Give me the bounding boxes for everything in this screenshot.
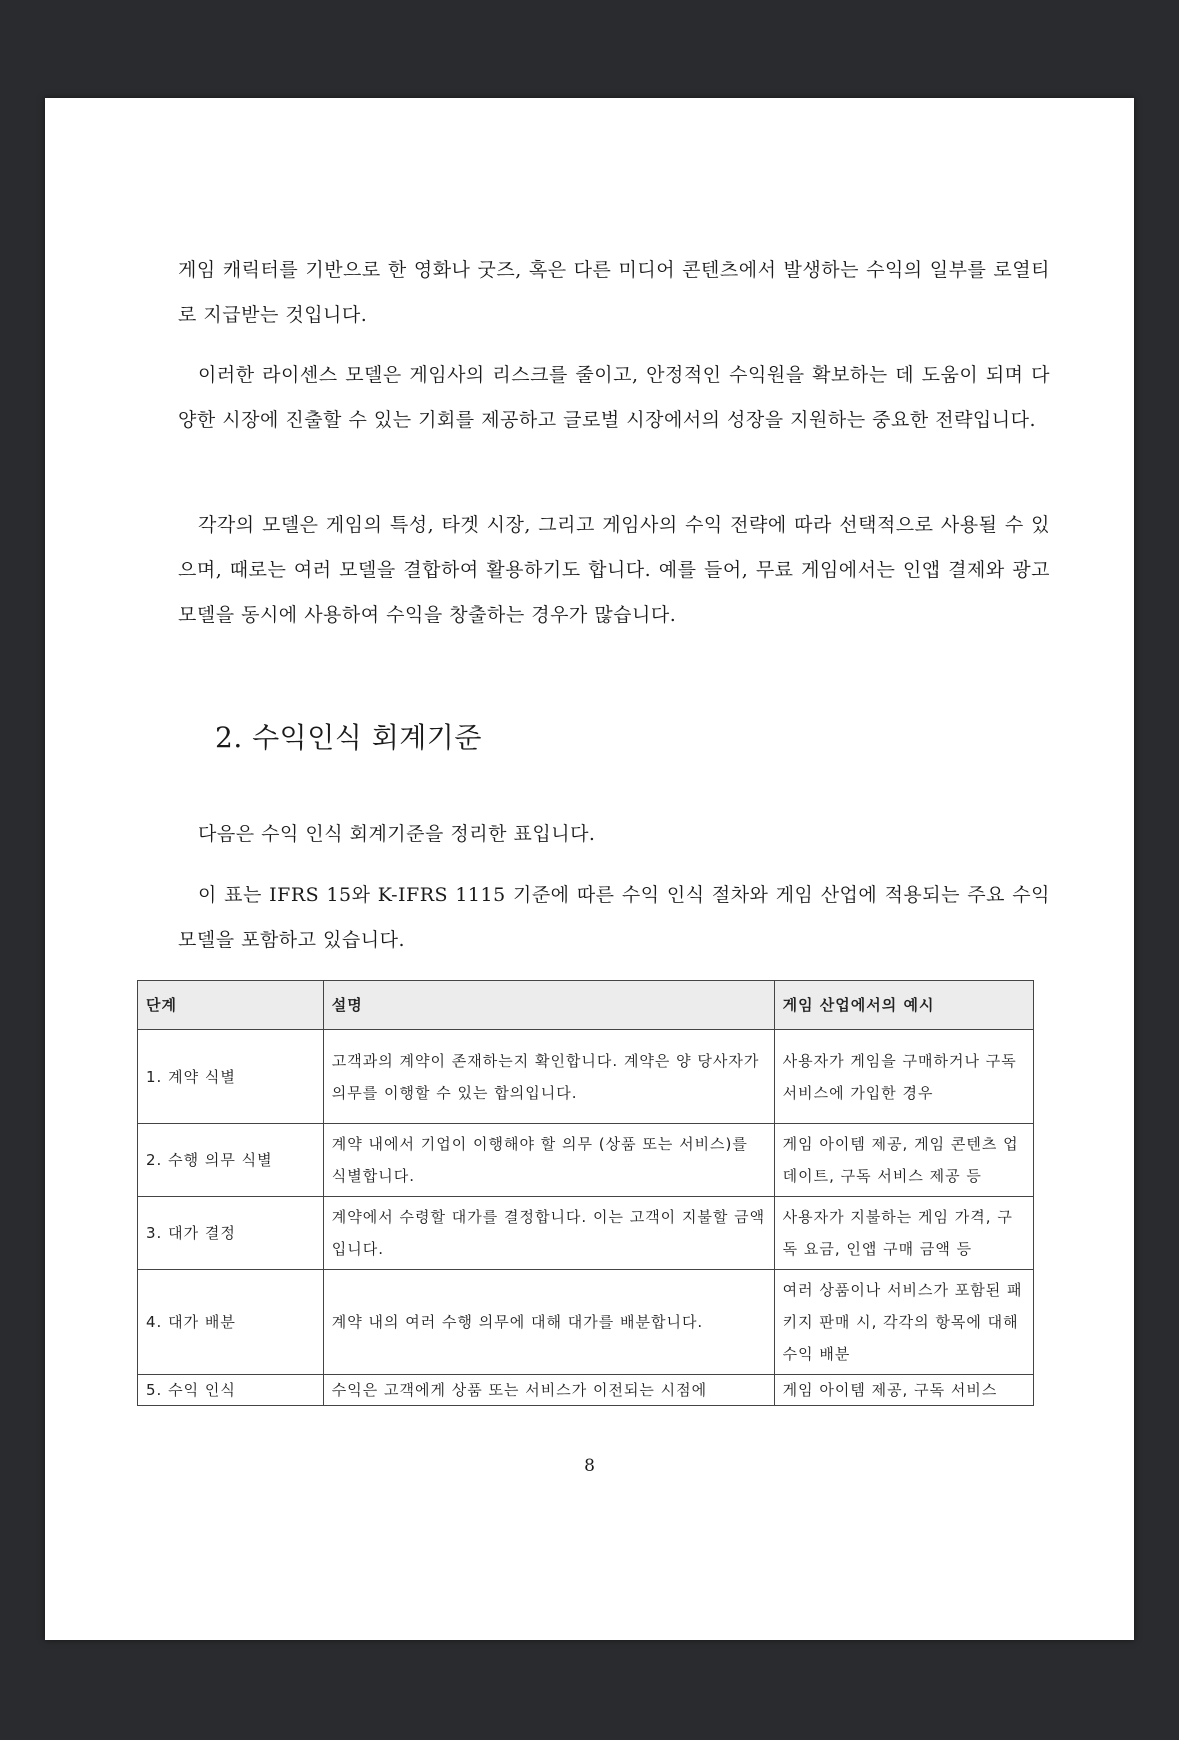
step-cell: 3. 대가 결정 xyxy=(138,1197,324,1270)
example-cell: 여러 상품이나 서비스가 포함된 패키지 판매 시, 각각의 항목에 대해 수익 배분 xyxy=(774,1270,1033,1375)
paragraph-licensing-royalty: 게임 캐릭터를 기반으로 한 영화나 굿즈, 혹은 다른 미디어 콘텐츠에서 발생하는 수익의 일부를 로열티로 지급받는 것입니다. xyxy=(178,259,1050,326)
example-cell: 게임 아이템 제공, 게임 콘텐츠 업데이트, 구독 서비스 제공 등 xyxy=(774,1124,1033,1197)
header-description: 설명 xyxy=(323,981,774,1030)
example-cell: 사용자가 지불하는 게임 가격, 구독 요금, 인앱 구매 금액 등 xyxy=(774,1197,1033,1270)
page-number: 8 xyxy=(584,1456,595,1476)
table-row xyxy=(138,1030,1034,1124)
description-cell: 계약 내의 여러 수행 의무에 대해 대가를 배분합니다. xyxy=(323,1270,774,1375)
section-heading: 2. 수익인식 회계기준 xyxy=(215,721,482,754)
step-cell: 2. 수행 의무 식별 xyxy=(138,1124,324,1197)
example-cell: 사용자가 게임을 구매하거나 구독 서비스에 가입한 경우 xyxy=(774,1030,1033,1124)
description-cell: 계약에서 수령할 대가를 결정합니다. 이는 고객이 지불할 금액입니다. xyxy=(323,1197,774,1270)
paragraph-table-description: 이 표는 IFRS 15와 K-IFRS 1115 기준에 따른 수익 인식 절차와 게임 산업에 적용되는 주요 수익 모델을 포함하고 있습니다. xyxy=(178,884,1050,951)
table-row xyxy=(138,1197,1034,1270)
paragraph-license-model: 이러한 라이센스 모델은 게임사의 리스크를 줄이고, 안정적인 수익원을 확보하는 데 도움이 되며 다양한 시장에 진출할 수 있는 기회를 제공하고 글로벌 시장에서의 성장을 지원하는 중요한 전략입니다. xyxy=(178,364,1050,431)
description-cell: 고객과의 계약이 존재하는지 확인합니다. 계약은 양 당사자가 의무를 이행할 수 있는 합의입니다. xyxy=(323,1030,774,1124)
table-row xyxy=(138,1270,1034,1375)
paragraph-model-combination: 각각의 모델은 게임의 특성, 타겟 시장, 그리고 게임사의 수익 전략에 따라 선택적으로 사용될 수 있으며, 때로는 여러 모델을 결합하여 활용하기도 합니다. 예를 들어, 무료 게임에서는 인앱 결제와 광고 모델을 동시에 사용하여 수익을 창출하는 경우가 많습니다. xyxy=(178,514,1050,626)
paragraph-table-intro: 다음은 수익 인식 회계기준을 정리한 표입니다. xyxy=(198,823,596,845)
description-cell: 계약 내에서 기업이 이행해야 할 의무 (상품 또는 서비스)를 식별합니다. xyxy=(323,1124,774,1197)
table-row xyxy=(138,1375,1034,1406)
example-cell: 게임 아이템 제공, 구독 서비스 xyxy=(774,1375,1033,1406)
step-cell: 5. 수익 인식 xyxy=(138,1375,324,1406)
document-page xyxy=(45,98,1134,1640)
description-cell: 수익은 고객에게 상품 또는 서비스가 이전되는 시점에 xyxy=(323,1375,774,1406)
table-header-row xyxy=(138,981,1034,1030)
step-cell: 4. 대가 배분 xyxy=(138,1270,324,1375)
header-game-example: 게임 산업에서의 예시 xyxy=(774,981,1033,1030)
step-cell: 1. 계약 식별 xyxy=(138,1030,324,1124)
table-row xyxy=(138,1124,1034,1197)
header-step: 단계 xyxy=(138,981,324,1030)
revenue-recognition-table xyxy=(137,980,1034,1406)
